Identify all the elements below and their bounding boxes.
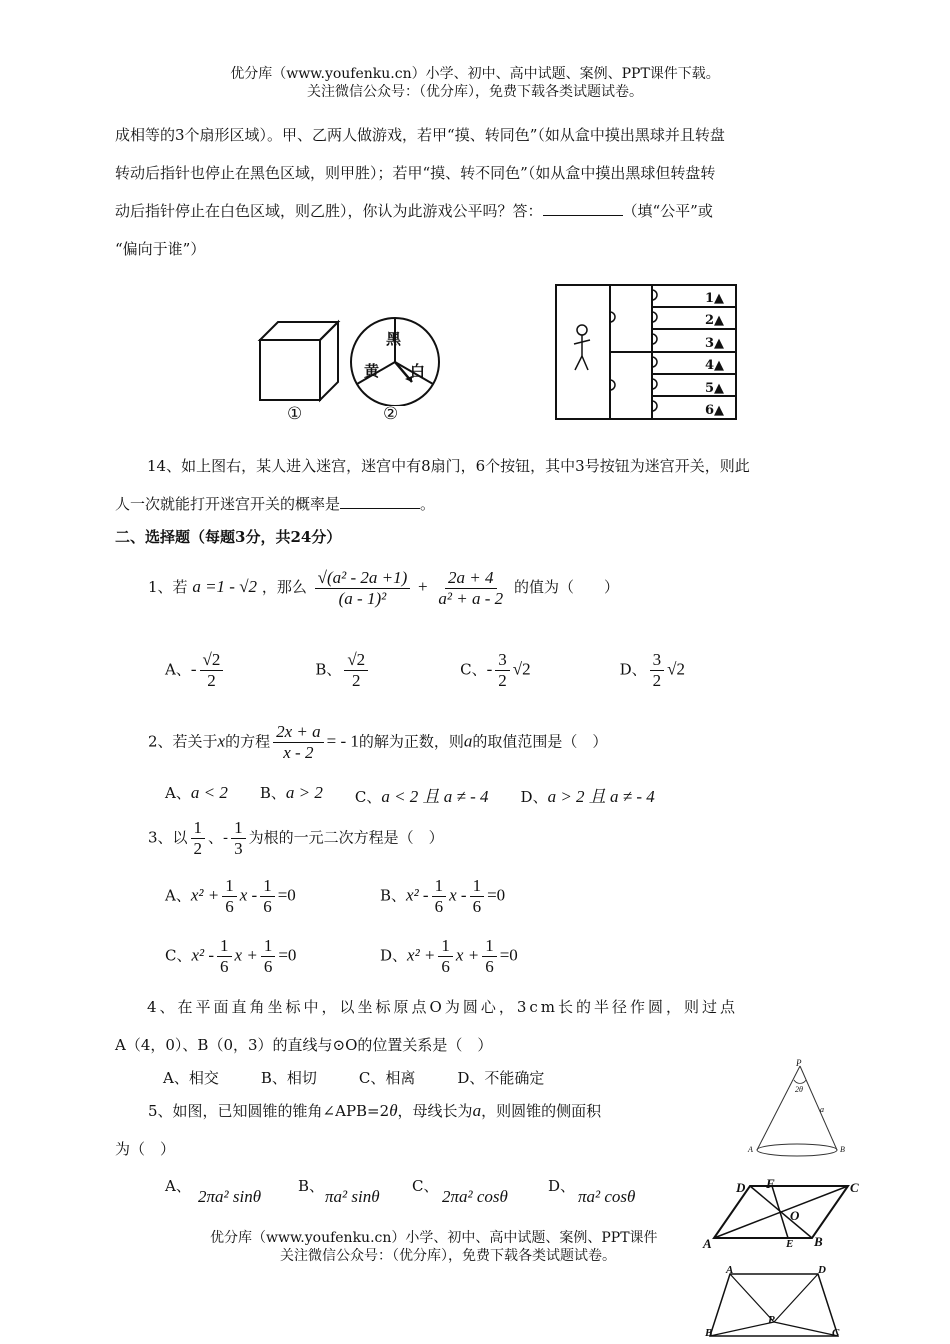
spinner-yellow-label: 黄 bbox=[364, 362, 380, 380]
para-label-B: B bbox=[814, 1234, 823, 1249]
q4-option-c[interactable]: C、相离 bbox=[358, 1069, 416, 1087]
maze-button-3: 3▲ bbox=[705, 335, 725, 351]
q3-option-c[interactable]: C、x² - $\frac{1}{6}$ x + $\frac{1}{6}$ =0 bbox=[165, 936, 297, 976]
q5-option-a[interactable]: A、 bbox=[165, 1177, 191, 1195]
maze-button-5: 5▲ bbox=[705, 380, 725, 396]
figure2-label: ② bbox=[383, 404, 399, 424]
cone-label-angle: 2θ bbox=[795, 1085, 803, 1094]
q2-option-c[interactable]: C、a < 2 且 a ≠ - 4 bbox=[354, 787, 489, 806]
q1-option-d[interactable]: D、 $\frac{3}{2}$ √2 bbox=[619, 650, 685, 690]
trap-label-P: P bbox=[768, 1314, 775, 1326]
page-header-line2: 关注微信公众号：（优分库），免费下载各类试题试卷。 bbox=[307, 84, 643, 100]
section-title: 二、选择题（每题3分，共24分） bbox=[115, 528, 342, 546]
maze-button-4: 4▲ bbox=[705, 358, 725, 374]
q4-option-d[interactable]: D、不能确定 bbox=[457, 1069, 545, 1087]
cone-label-a: a bbox=[820, 1105, 824, 1114]
q14-text: 14、如上图右，某人进入迷宫，迷宫中有8扇门，6个按钮，其中3号按钮为迷宫开关，则此 人一次就能打开迷宫开关的概率是 。 bbox=[115, 457, 750, 513]
para-label-O: O bbox=[790, 1208, 800, 1223]
spinner-white-label: 白 bbox=[410, 362, 426, 380]
figure1-label: ① bbox=[287, 404, 303, 424]
trapezoid-figure bbox=[700, 1266, 850, 1344]
q1-option-b[interactable]: B、 $\frac{√2}{2}$ bbox=[315, 650, 371, 691]
q5-option-a-expr: 2πa² sinθ bbox=[198, 1187, 262, 1206]
cone-label-A: A bbox=[748, 1145, 753, 1154]
trap-label-D: D bbox=[818, 1264, 826, 1276]
spinner-black-label: 黑 bbox=[386, 330, 402, 348]
para-label-C: C bbox=[850, 1180, 859, 1195]
q2-option-d[interactable]: D、a > 2 且 a ≠ - 4 bbox=[520, 787, 655, 806]
cone-label-B: B bbox=[840, 1145, 845, 1154]
choice-q2-options bbox=[165, 782, 685, 807]
q3-option-a[interactable]: A、x² + $\frac{1}{6}$ x - $\frac{1}{6}$ =0 bbox=[165, 876, 296, 916]
choice-q4-options bbox=[163, 1067, 544, 1088]
choice-q1-stem: 1、若 a =1 - √2 ，那么 $\frac{\text{√(a² - 2a +1)}}{\text{(a - 1)²}}$ + $\frac{2a + 4}{\text{a² + a - 2}}$ 的值为（ ） bbox=[148, 567, 619, 608]
para-label-A: A bbox=[703, 1236, 712, 1251]
choice-q1-options bbox=[165, 650, 685, 691]
q3-option-d[interactable]: D、x² + $\frac{1}{6}$ x + $\frac{1}{6}$ =0 bbox=[380, 936, 518, 976]
choice-q2-stem: 2、若关于x的方程 $\frac{2x + a}{x - 2}$ = - 1的解为正数，则a的取值范围是（ ） bbox=[148, 722, 608, 762]
trap-label-A: A bbox=[726, 1264, 734, 1276]
q5-option-c[interactable]: C、 bbox=[412, 1177, 439, 1195]
page-footer-line1: 优分库（www.youfenku.cn）小学、初中、高中试题、案例、PPT课件 bbox=[210, 1230, 658, 1246]
maze-button-1: 1▲ bbox=[705, 291, 725, 306]
para-label-D: D bbox=[736, 1180, 746, 1195]
q5-option-c-expr: 2πa² cosθ bbox=[442, 1187, 508, 1206]
maze-buttons bbox=[705, 288, 724, 422]
choice-q5-stem-line2: 为（ ） bbox=[115, 1140, 176, 1158]
cone-figure bbox=[745, 1058, 855, 1163]
choice-q5-stem-line1: 5、如图，已知圆锥的锥角∠APB=2θ，母线长为a，则圆锥的侧面积 bbox=[148, 1101, 602, 1120]
q1-fraction-1: $\frac{\text{√(a² - 2a +1)}}{\text{(a - 1)²}}$ bbox=[315, 568, 411, 609]
q5-option-d-expr: πa² cosθ bbox=[578, 1187, 636, 1206]
maze-button-2: 2▲ bbox=[705, 313, 725, 329]
cone-label-p: P bbox=[796, 1058, 802, 1068]
q1-option-c[interactable]: C、- $\frac{3}{2}$ √2 bbox=[460, 650, 531, 690]
q13-text: 成相等的3个扇形区域）。甲、乙两人做游戏，若甲“摸、转同色”（如从盒中摸出黑球并且转盘 转动后指针也停止在黑色区域，则甲胜）；若甲“摸、转不同色”（如从盒中摸出黑球但转盘转 动后指针停止在白色区域，则乙胜），你认为此游戏公平吗？答： （填“公平”或 “偏向于谁”） bbox=[115, 126, 725, 258]
trap-label-C: C bbox=[832, 1327, 840, 1339]
q4-option-b[interactable]: B、相切 bbox=[260, 1069, 317, 1087]
q5-option-b-expr: πa² sinθ bbox=[325, 1187, 380, 1206]
q4-option-a[interactable]: A、相交 bbox=[163, 1069, 219, 1087]
q3-option-b[interactable]: B、x² - $\frac{1}{6}$ x - $\frac{1}{6}$ =0 bbox=[380, 876, 506, 916]
q5-option-b[interactable]: B、 bbox=[298, 1177, 325, 1195]
choice-q4-stem: 4、在平面直角坐标中，以坐标原点O为圆心，3cm长的半径作圆，则过点 A（4，0）、B（0，3）的直线与⊙O的位置关系是（ ） bbox=[115, 998, 739, 1054]
maze-button-6: 6▲ bbox=[705, 403, 725, 419]
answer-blank[interactable] bbox=[543, 201, 623, 216]
para-label-F: F bbox=[766, 1176, 775, 1191]
q1-option-a[interactable]: A、- $\frac{√2}{2}$ bbox=[165, 650, 226, 691]
q2-option-a[interactable]: A、a < 2 bbox=[165, 783, 228, 802]
answer-blank-q14[interactable] bbox=[340, 494, 420, 509]
trap-label-B: B bbox=[705, 1327, 713, 1339]
q2-option-b[interactable]: B、a > 2 bbox=[259, 783, 323, 802]
q5-option-d[interactable]: D、 bbox=[548, 1177, 576, 1195]
q1-fraction-2: $\frac{2a + 4}{\text{a² + a - 2}}$ bbox=[438, 567, 504, 608]
page-header-line1: 优分库（www.youfenku.cn）小学、初中、高中试题、案例、PPT课件下载。 bbox=[230, 66, 720, 82]
parallelogram-figure bbox=[700, 1176, 870, 1251]
page-footer-line2: 关注微信公众号：（优分库），免费下载各类试题试卷。 bbox=[280, 1248, 616, 1264]
para-label-E: E bbox=[786, 1238, 794, 1250]
choice-q3-stem: 3、以 $\frac{1}{2}$ 、- $\frac{1}{3}$ 为根的一元二次方程是（ ） bbox=[148, 818, 444, 858]
